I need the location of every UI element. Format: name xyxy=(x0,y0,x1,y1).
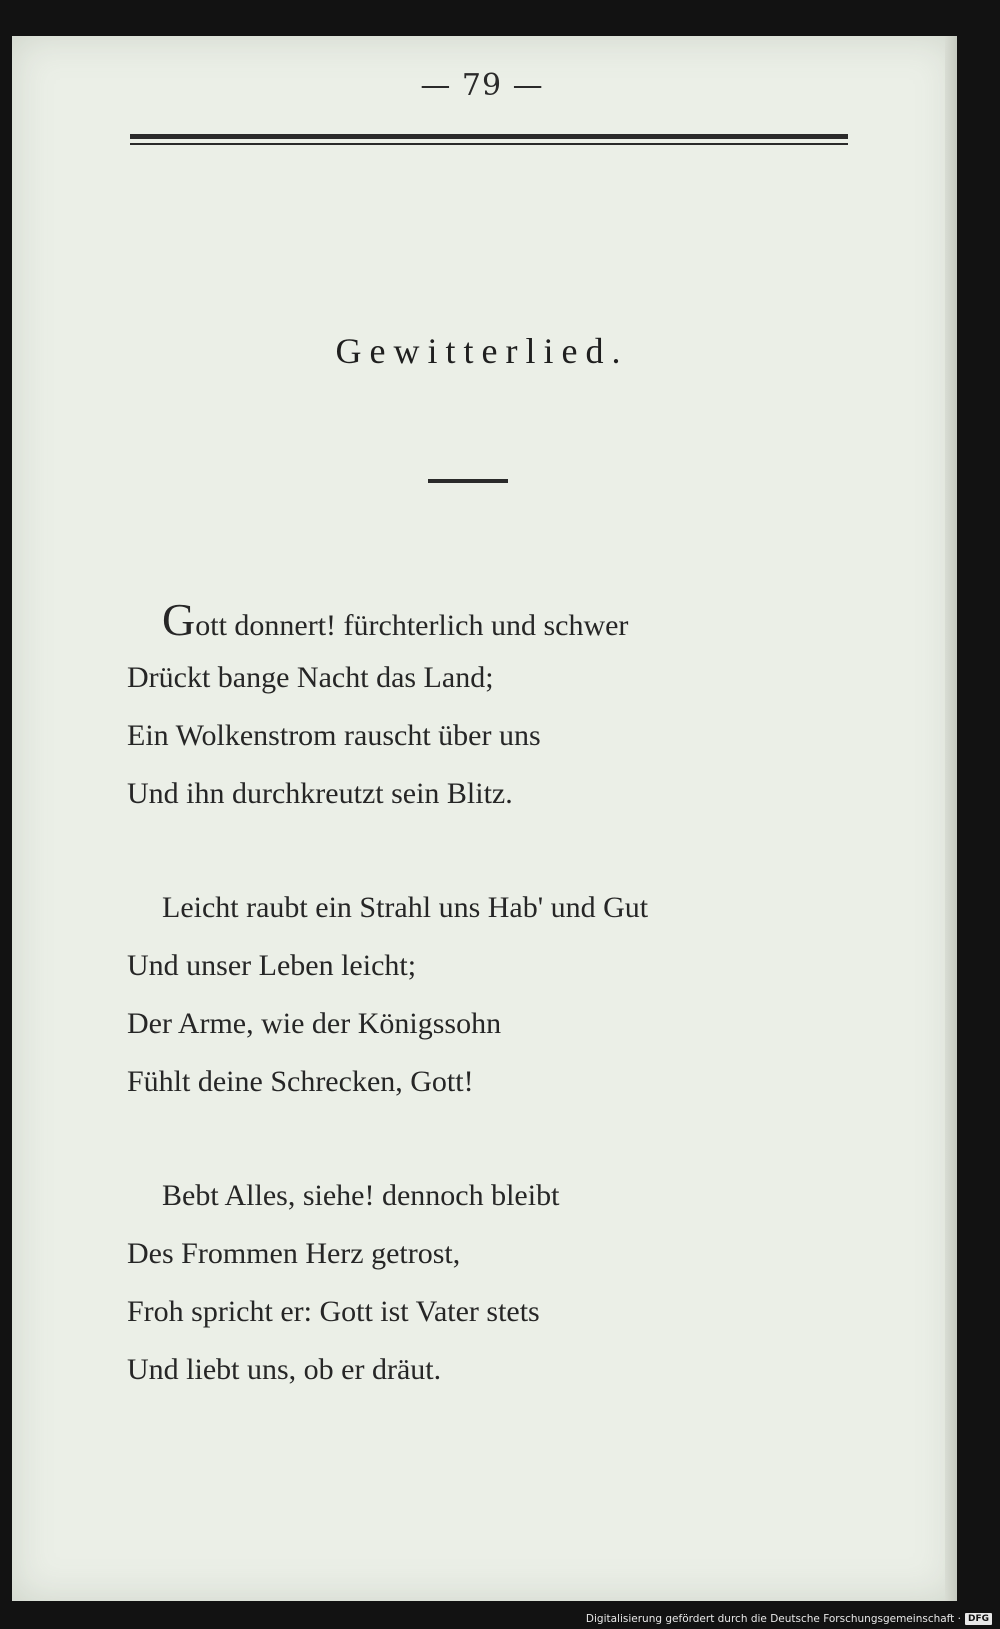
poem-line-text: ott donnert! fürchterlich und schwer xyxy=(195,609,629,642)
header-rule xyxy=(130,134,848,139)
poem-line: Und unser Leben leicht; xyxy=(127,949,417,982)
poem-line: Drückt bange Nacht das Land; xyxy=(127,661,494,694)
poem-line xyxy=(127,591,867,649)
stanza-1 xyxy=(127,591,867,823)
stanza-2 xyxy=(127,879,867,1111)
stanza-3 xyxy=(127,1167,867,1399)
digitization-credit xyxy=(586,1613,992,1625)
poem-line: Ein Wolkenstrom rauscht über uns xyxy=(127,719,541,752)
poem-line: Des Frommen Herz getrost, xyxy=(127,1237,461,1270)
poem-body xyxy=(127,591,867,1455)
poem-line: Bebt Alles, siehe! dennoch bleibt xyxy=(162,1179,560,1212)
header-rule-thin xyxy=(130,143,848,145)
poem-line: Der Arme, wie der Königssohn xyxy=(127,1007,502,1040)
credit-text: Digitalisierung gefördert durch die Deutsche Forschungsgemeinschaft · xyxy=(585,1613,961,1625)
poem-line: Und ihn durchkreutzt sein Blitz. xyxy=(127,777,513,810)
poem-line: Fühlt deine Schrecken, Gott! xyxy=(127,1065,474,1098)
dfg-logo: DFG xyxy=(965,1613,992,1625)
poem-title: Gewitterlied. xyxy=(335,331,629,371)
page-edge xyxy=(945,36,957,1601)
poem-line: Und liebt uns, ob er dräut. xyxy=(127,1353,442,1386)
book-page xyxy=(12,36,957,1601)
poem-line: Froh spricht er: Gott ist Vater stets xyxy=(127,1295,540,1328)
title-divider xyxy=(428,479,508,483)
poem-line: Leicht raubt ein Strahl uns Hab' und Gut xyxy=(162,891,649,924)
page-number: — 79 — xyxy=(420,68,544,103)
drop-cap: G xyxy=(162,594,196,645)
